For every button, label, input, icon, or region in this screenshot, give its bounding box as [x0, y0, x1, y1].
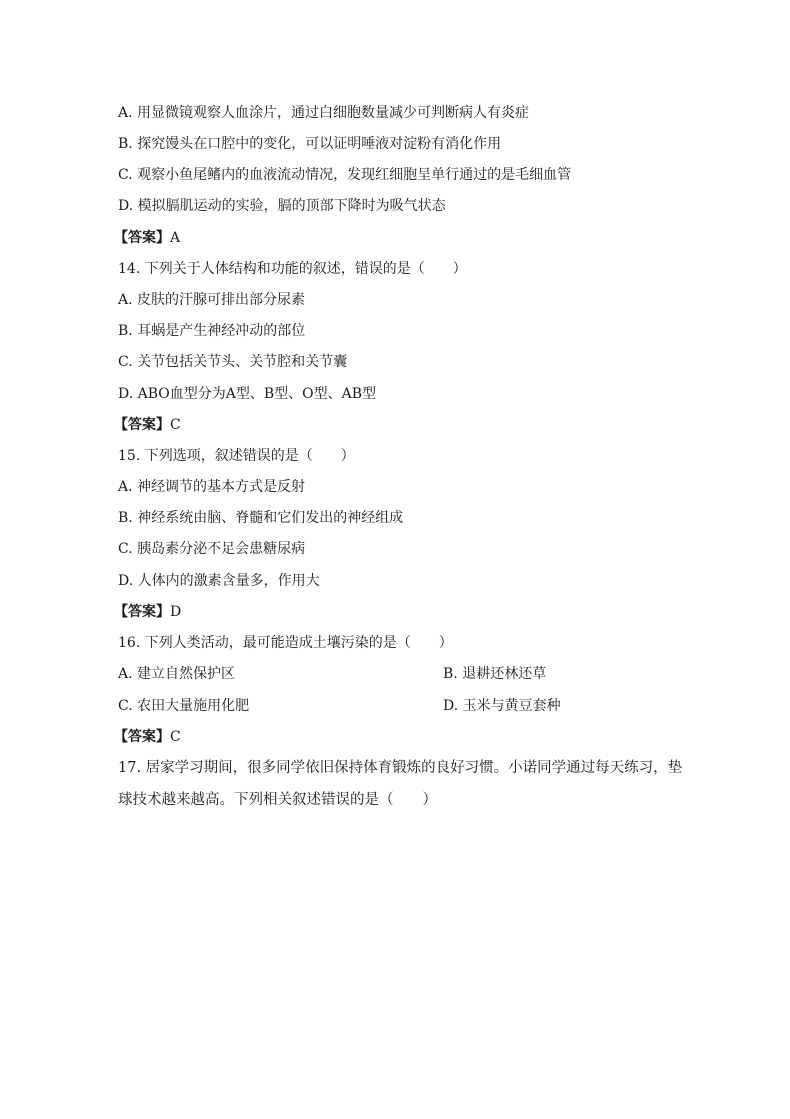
answer-value: C [170, 729, 181, 745]
q14-option-c: C. 关节包括关节头、关节腔和关节囊 [118, 354, 348, 370]
q16-answer [114, 728, 181, 746]
q15-answer [114, 603, 181, 621]
q14-answer [114, 416, 181, 434]
q14-option-d: D. ABO血型分为A型、B型、O型、AB型 [118, 386, 377, 402]
q16-stem: 16. 下列人类活动，最可能造成土壤污染的是（ ） [118, 635, 453, 651]
q16-option-a: A. 建立自然保护区 [118, 666, 236, 682]
answer-label: 【答案】 [114, 604, 170, 620]
q15-option-b: B. 神经系统由脑、脊髓和它们发出的神经组成 [118, 510, 404, 526]
q13-answer [114, 229, 180, 247]
q17-stem-line-2: 球技术越来越高。下列相关叙述错误的是（ ） [118, 792, 437, 808]
q16-option-d: D. 玉米与黄豆套种 [443, 698, 561, 714]
answer-label: 【答案】 [114, 417, 170, 433]
q15-option-a: A. 神经调节的基本方式是反射 [118, 479, 306, 495]
answer-value: A [170, 230, 181, 246]
answer-value: D [170, 604, 182, 620]
q14-option-a: A. 皮肤的汗腺可排出部分尿素 [118, 292, 306, 308]
q14-stem: 14. 下列关于人体结构和功能的叙述，错误的是（ ） [118, 261, 467, 277]
answer-label: 【答案】 [114, 230, 170, 246]
q15-stem: 15. 下列选项，叙述错误的是（ ） [118, 448, 355, 464]
q13-option-c: C. 观察小鱼尾鳍内的血液流动情况，发现红细胞呈单行通过的是毛细血管 [118, 167, 572, 183]
q13-option-d: D. 模拟膈肌运动的实验，膈的顶部下降时为吸气状态 [118, 198, 446, 214]
answer-label: 【答案】 [114, 729, 170, 745]
q17-stem-line-1: 17. 居家学习期间，很多同学依旧保持体育锻炼的良好习惯。小诺同学通过每天练习，垫 [118, 760, 683, 776]
q13-option-a: A. 用显微镜观察人血涂片，通过白细胞数量减少可判断病人有炎症 [118, 105, 530, 121]
q15-option-c: C. 胰岛素分泌不足会患糖尿病 [118, 541, 306, 557]
answer-value: C [170, 417, 181, 433]
q13-option-b: B. 探究馒头在口腔中的变化，可以证明唾液对淀粉有消化作用 [118, 136, 502, 152]
q14-option-b: B. 耳蜗是产生神经冲动的部位 [118, 323, 306, 339]
q15-option-d: D. 人体内的激素含量多，作用大 [118, 573, 320, 589]
q16-option-c: C. 农田大量施用化肥 [118, 698, 250, 714]
q16-option-b: B. 退耕还林还草 [443, 666, 547, 682]
